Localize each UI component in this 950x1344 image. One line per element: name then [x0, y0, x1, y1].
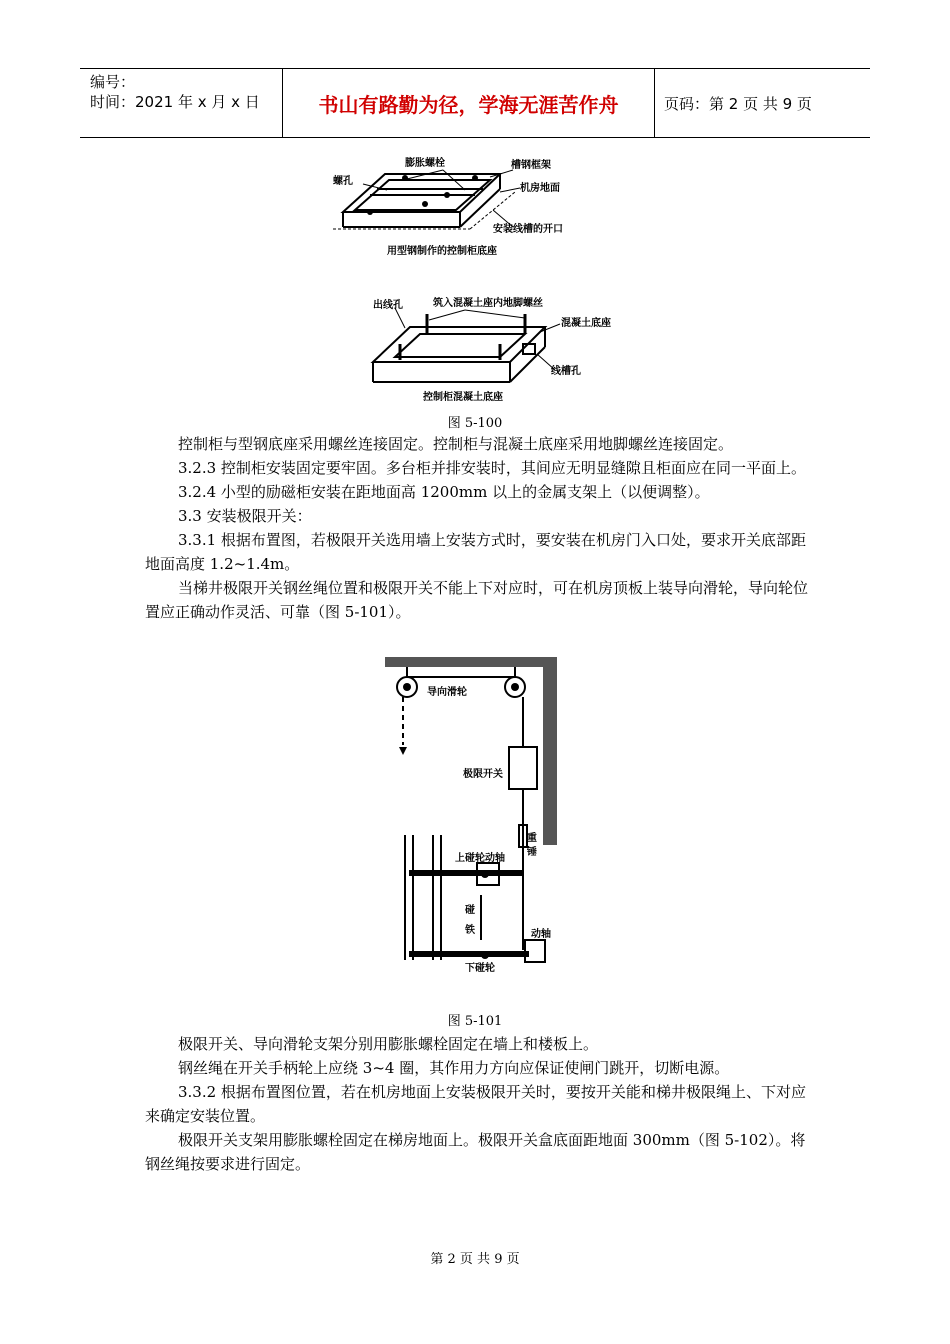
page-footer: 第 2 页 共 9 页: [430, 1252, 520, 1267]
caption-steel-base: 用型钢制作的控制柜底座: [387, 246, 497, 257]
label-frame: 槽钢框架: [511, 160, 551, 171]
label-hit-2: 铁: [465, 925, 475, 936]
paragraph: 3.3 安装极限开关：: [178, 507, 312, 525]
figure-caption-101: 图 5-101: [447, 1014, 503, 1029]
label-upper-wheel: 上碰轮动轴: [455, 853, 505, 864]
paragraph: 控制柜与型钢底座采用螺丝连接固定。控制柜与混凝土底座采用地脚螺丝连接固定。: [178, 435, 734, 453]
date-label: 时间：2021 年 x 月 x 日: [90, 93, 260, 111]
paragraph: 当梯井极限开关钢丝绳位置和极限开关不能上下对应时，可在机房顶板上装导向滑轮，导向轮位置应正确动作灵活、可靠（图 5-101）。: [145, 579, 809, 621]
paragraph: 3.3.1 根据布置图，若极限开关选用墙上安装方式时，要安装在机房门入口处，要求开关底部距地面高度 1.2~1.4m。: [145, 531, 806, 573]
paragraph: 极限开关、导向滑轮支架分别用膨胀螺栓固定在墙上和楼板上。: [178, 1035, 599, 1053]
page-label: 页码：第 2 页 共 9 页: [664, 95, 812, 113]
paragraph: 3.2.3 控制柜安装固定要牢固。多台柜并排安装时，其间应无明显缝隙且柜面应在同一平面上。: [178, 459, 806, 477]
label-anchor: 筑入混凝土座内地脚螺丝: [433, 298, 543, 309]
label-hole: 螺孔: [333, 176, 353, 187]
label-concrete-base: 混凝土底座: [561, 318, 611, 329]
label-trough: 线槽孔: [551, 366, 581, 377]
label-floor: 机房地面: [520, 183, 560, 194]
label-weight-2: 锤: [527, 847, 537, 858]
figure-steel-base: [325, 152, 595, 262]
figure-concrete-base: [365, 292, 645, 407]
header-left-cell: [80, 69, 282, 137]
label-hit-1: 碰: [465, 905, 475, 916]
body-text-1: [145, 432, 810, 624]
label-lower-wheel: 下碰轮: [465, 963, 495, 974]
page-header: [80, 68, 870, 138]
label-slot: 安装线槽的开口: [493, 224, 563, 235]
paragraph: 3.2.4 小型的励磁柜安装在距地面高 1200mm 以上的金属支架上（以便调整）。: [178, 483, 710, 501]
motto: 书山有路勤为径，学海无涯苦作舟: [282, 69, 655, 137]
body-text-2: [145, 1032, 810, 1176]
figure-limit-switch: [385, 655, 565, 985]
label-pulley: 导向滑轮: [427, 687, 467, 698]
code-label: 编号：: [90, 73, 136, 91]
label-weight-1: 重: [527, 833, 537, 844]
paragraph: 3.3.2 根据布置图位置，若在机房地面上安装极限开关时，要按开关能和梯井极限绳上、下对应来确定安装位置。: [145, 1083, 806, 1125]
paragraph: 钢丝绳在开关手柄轮上应绕 3~4 圈，其作用力方向应保证使闸门跳开，切断电源。: [178, 1059, 730, 1077]
paragraph: 极限开关支架用膨胀螺栓固定在梯房地面上。极限开关盒底面距地面 300mm（图 5-102）。将钢丝绳按要求进行固定。: [145, 1131, 806, 1173]
label-bolt: 膨胀螺栓: [405, 158, 445, 169]
label-switch: 极限开关: [463, 769, 503, 780]
label-shaft: 动轴: [531, 929, 551, 940]
figure-caption-100: 图 5-100: [447, 416, 503, 431]
caption-concrete-base: 控制柜混凝土底座: [423, 392, 503, 403]
label-outlet: 出线孔: [373, 300, 403, 311]
